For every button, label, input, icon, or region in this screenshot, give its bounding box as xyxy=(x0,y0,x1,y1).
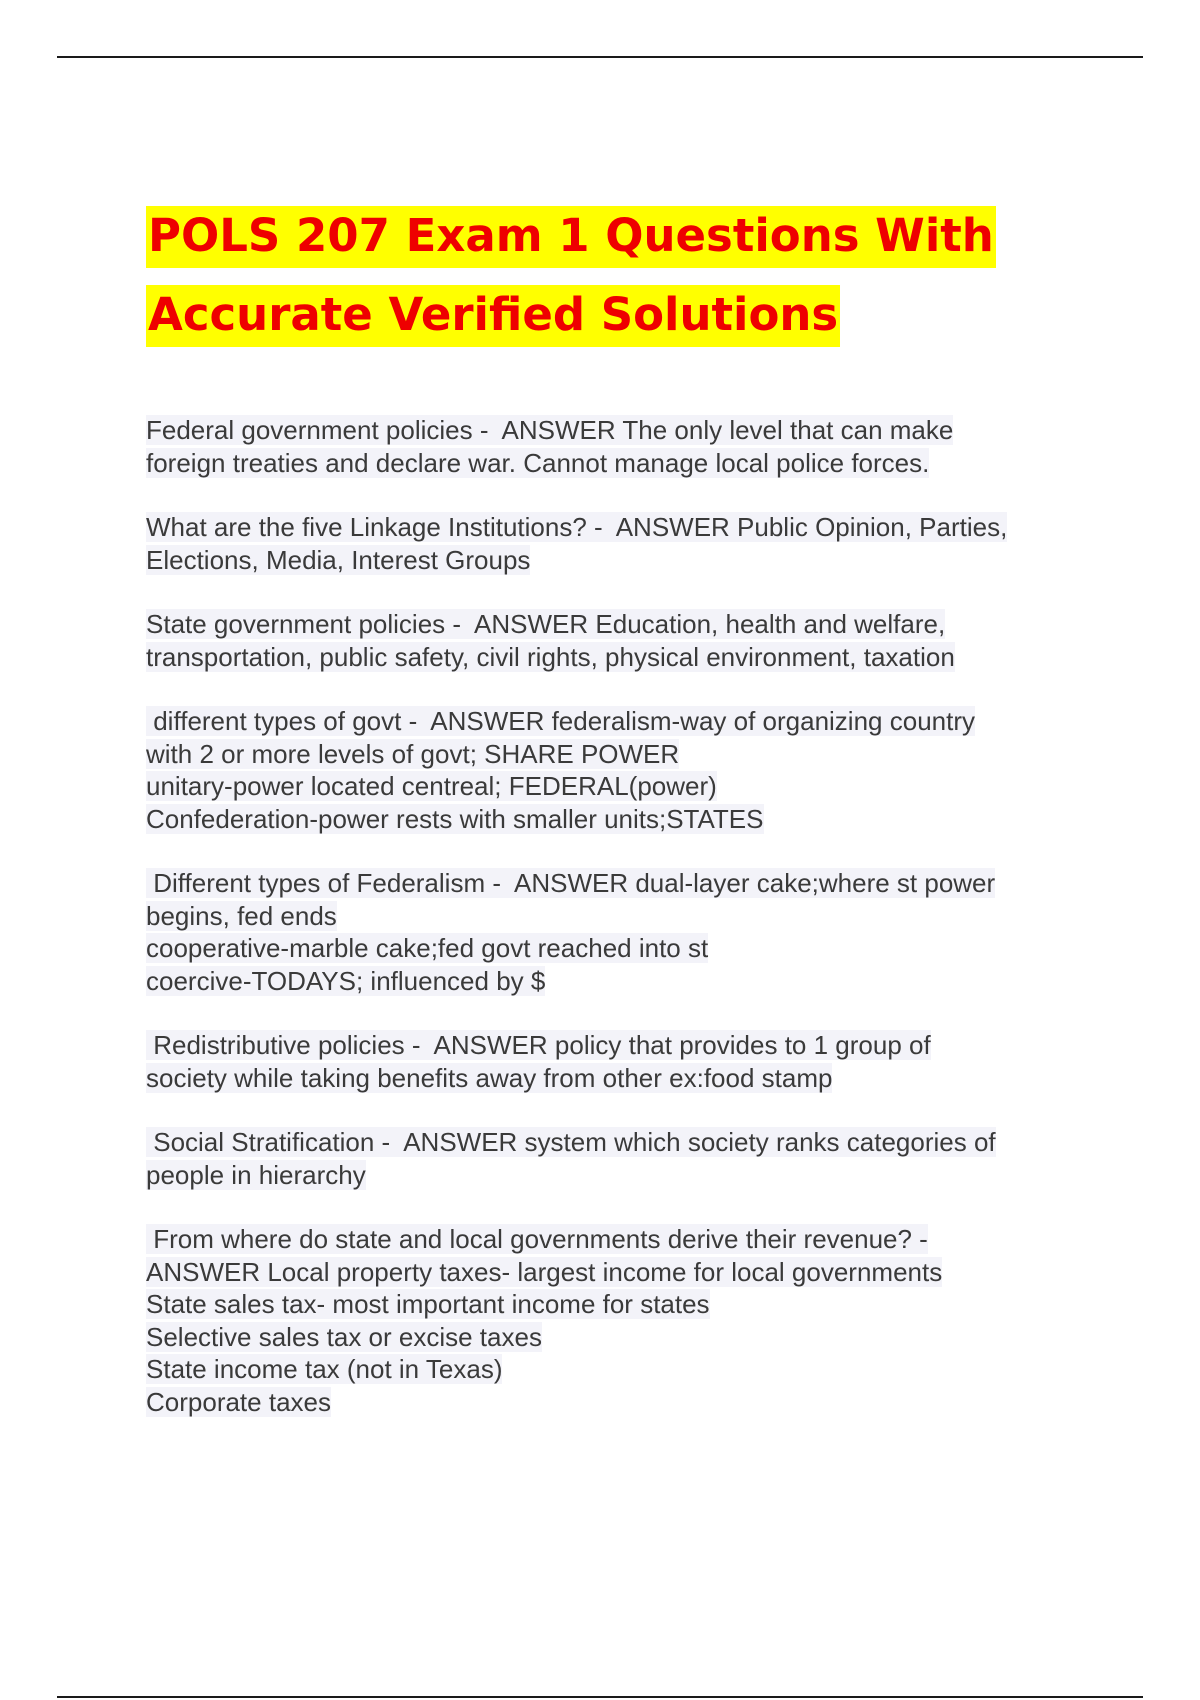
qa-line-text: Confederation-power rests with smaller units;STATES xyxy=(146,803,764,834)
qa-line-text: State income tax (not in Texas) xyxy=(146,1354,503,1384)
qa-item xyxy=(146,705,1106,835)
qa-line-text: State sales tax- most important income for states xyxy=(146,1289,710,1319)
qa-line xyxy=(146,1288,1106,1321)
qa-line xyxy=(146,608,1106,641)
qa-line xyxy=(146,1159,1106,1192)
qa-line xyxy=(146,414,1106,447)
qa-line-text: cooperative-marble cake;fed govt reached into st xyxy=(146,933,709,963)
qa-line-text: transportation, public safety, civil rights, physical environment, taxation xyxy=(146,641,955,672)
qa-line xyxy=(146,1062,1106,1095)
document-title xyxy=(146,196,1106,354)
qa-line xyxy=(146,511,1106,544)
qa-line xyxy=(146,932,1106,965)
qa-line xyxy=(146,705,1106,738)
qa-line xyxy=(146,544,1106,577)
qa-line-text: foreign treaties and declare war. Cannot manage local police forces. xyxy=(146,447,930,478)
qa-line-text: coercive-TODAYS; influenced by $ xyxy=(146,965,546,996)
qa-line xyxy=(146,447,1106,480)
qa-item xyxy=(146,867,1106,997)
qa-line-text: What are the five Linkage Institutions? - ANSWER Public Opinion, Parties, xyxy=(146,512,1008,542)
qa-line-text: different types of govt - ANSWER federalism-way of organizing country xyxy=(146,706,975,736)
qa-item xyxy=(146,511,1106,576)
qa-line-text: State government policies - ANSWER Education, health and welfare, xyxy=(146,609,946,639)
qa-item xyxy=(146,608,1106,673)
qa-line-text: ANSWER Local property taxes- largest income for local governments xyxy=(146,1256,943,1287)
qa-item xyxy=(146,1223,1106,1418)
qa-line xyxy=(146,1223,1106,1256)
qa-line xyxy=(146,1353,1106,1386)
qa-list xyxy=(146,414,1106,1450)
qa-line-text: Elections, Media, Interest Groups xyxy=(146,544,531,575)
qa-line xyxy=(146,900,1106,933)
qa-line-text: society while taking benefits away from other ex:food stamp xyxy=(146,1062,833,1093)
qa-line xyxy=(146,1126,1106,1159)
qa-line-text: From where do state and local governments derive their revenue? - xyxy=(146,1224,928,1254)
qa-line-text: with 2 or more levels of govt; SHARE POWER xyxy=(146,738,680,769)
qa-line-text: Different types of Federalism - ANSWER dual-layer cake;where st power xyxy=(146,868,996,898)
qa-line xyxy=(146,770,1106,803)
qa-line-text: Redistributive policies - ANSWER policy that provides to 1 group of xyxy=(146,1030,931,1060)
qa-line-text: unitary-power located centreal; FEDERAL(power) xyxy=(146,771,717,801)
title-line-2: Accurate Verified Solutions xyxy=(146,285,840,347)
qa-line xyxy=(146,803,1106,836)
bottom-rule xyxy=(57,1696,1143,1698)
qa-line xyxy=(146,1386,1106,1419)
qa-line xyxy=(146,641,1106,674)
qa-item xyxy=(146,1029,1106,1094)
qa-line-text: Social Stratification - ANSWER system which society ranks categories of xyxy=(146,1127,996,1157)
qa-line-text: Federal government policies - ANSWER The only level that can make xyxy=(146,415,954,445)
qa-line xyxy=(146,738,1106,771)
qa-line-text: people in hierarchy xyxy=(146,1159,366,1190)
qa-line xyxy=(146,1029,1106,1062)
qa-line-text: Selective sales tax or excise taxes xyxy=(146,1321,542,1352)
qa-line-text: begins, fed ends xyxy=(146,900,337,931)
title-line-1: POLS 207 Exam 1 Questions With xyxy=(146,206,996,268)
qa-line xyxy=(146,867,1106,900)
qa-line xyxy=(146,1256,1106,1289)
qa-line-text: Corporate taxes xyxy=(146,1386,331,1417)
qa-item xyxy=(146,1126,1106,1191)
top-rule xyxy=(57,56,1143,58)
qa-line xyxy=(146,965,1106,998)
qa-item xyxy=(146,414,1106,479)
qa-line xyxy=(146,1321,1106,1354)
